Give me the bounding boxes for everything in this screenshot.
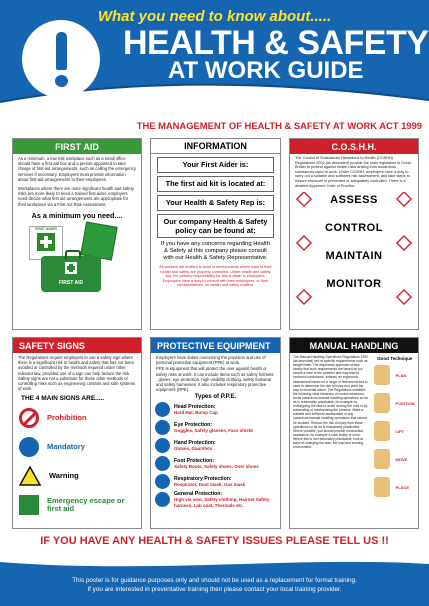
ppe-heading: PROTECTIVE EQUIPMENT	[151, 338, 280, 353]
information-panel	[150, 138, 281, 330]
coshh-text: The Control of Substances Hazardous to Health (COSHH) Regulations 2002 (as amended) provide the main legislation in Great Britain to protect against health risks arising from hazardous substances used at work. Under COSHH, employers have a duty to carry out a suitable and sufficient risk assessment, and take steps to ensure exposure is prevented or adequately controlled. There is a detailed Approved Code of Practice	[295, 156, 411, 188]
step-plan: PLAN	[395, 373, 407, 378]
boot-icon	[155, 456, 170, 471]
goggles-icon	[155, 420, 170, 435]
step-position: POSITION	[395, 401, 415, 406]
ppe-eye: Eye Protection: Goggles, Safety glasses, Face shield	[155, 419, 276, 436]
safety-rep-box: Your Health & Safety Rep is:	[157, 195, 274, 211]
footer	[0, 570, 429, 606]
first-aid-kit-icon: FIRST AID	[41, 256, 101, 292]
issues-banner: IF YOU HAVE ANY HEALTH & SAFETY ISSUES PLEASE TELL US !!	[40, 535, 389, 547]
emergency-icon	[19, 495, 39, 515]
page-subtitle: AT WORK GUIDE	[168, 57, 364, 84]
lift-figure-icon	[374, 421, 390, 441]
warning-icon	[19, 466, 41, 486]
ppe-hand: Hand Protection: Gloves, Gauntlets	[155, 437, 276, 454]
information-footnote: All workers are entitled to work in environments where risks to their health and safety are properly controlled. Under health and safety law, the primary responsibility for this is down to employers. Employers have a duty to consult with their employees, or their representatives, on health and safety matters.	[159, 265, 272, 288]
hard-hat-icon	[155, 402, 170, 417]
lift-figure-icon	[374, 477, 390, 497]
coshh-heading: C.O.S.H.H.	[290, 139, 418, 154]
coshh-step-assess: ASSESS	[330, 194, 378, 207]
first-aid-kit-box: The first aid kit is located at:	[157, 176, 274, 192]
mask-icon	[155, 474, 170, 489]
first-aid-illustration	[13, 220, 141, 300]
footer-wave	[0, 556, 429, 572]
first-aid-book-icon	[80, 221, 117, 260]
sign-emergency: Emergency escape or first aid	[19, 491, 135, 518]
safety-signs-heading: SAFETY SIGNS	[13, 338, 141, 353]
first-aid-para2: Workplaces where there are more significant health and safety risks are more likely to need a trained first-aider. employers need decide what first aid arrangements are appropriate for their workplace via a First Aid Risk Assessment.	[18, 186, 134, 207]
ppe-foot: Foot Protection: Safety Boots, Safety shoes, Over shoes	[155, 455, 276, 472]
footer-line2: If you are interested in preventative training then please contact your local training provider.	[87, 586, 342, 593]
sign-prohibition: Prohibition	[19, 404, 135, 431]
header-topline: What you need to know about.....	[97, 8, 332, 25]
safety-signs-text: The Regulations require employers to use a safety sign where there is a significant risk to health and safety that has not been avoided or controlled by the methods required under other relevant law, provided use of a sign can help reduce the risk. Safety signs are not a substitute for those other methods of controlling risks such as engineering controls and safe systems of work.	[18, 355, 136, 392]
ppe-types-title: Types of P.P.E.	[194, 394, 237, 401]
prohibition-icon	[19, 408, 39, 428]
lift-figure-icon	[374, 365, 390, 385]
concern-text: If you have any concerns regarding Health & Safety at this company please consult with our Health & Safety Representative.	[161, 241, 270, 261]
first-aid-heading: FIRST AID	[13, 139, 141, 154]
page-title: HEALTH & SAFETY	[123, 24, 429, 62]
ppe-panel	[150, 337, 281, 529]
policy-box: Our company Health & Safety policy can be found at:	[157, 214, 274, 238]
step-place: PLACE	[395, 485, 410, 490]
ppe-general: General Protection: High vis vest, Safety clothing, Hairnet Safety harness, Lab coat, Thermals etc.	[155, 491, 276, 508]
coshh-steps	[290, 190, 418, 315]
ppe-respiratory: Respiratory Protection: Respirator, Dust mask, Gas mask	[155, 473, 276, 490]
good-technique-column: Good Technique PLAN POSITION LIFT MOVE PLACE	[372, 353, 418, 511]
lift-figure-icon	[374, 393, 390, 413]
first-aider-box: Your First Aider is:	[157, 157, 274, 173]
mandatory-icon	[19, 437, 39, 457]
ppe-head: Head Protection: Hard Hat, Bump Cap	[155, 401, 276, 418]
coshh-step-maintain: MAINTAIN	[325, 250, 383, 263]
footer-line1: This poster is for guidance purposes only and should not be used as a replacement for formal training.	[72, 577, 357, 584]
coshh-step-control: CONTROL	[325, 222, 383, 235]
cross-icon	[37, 233, 55, 251]
ppe-text1: Employers have duties concerning the provision and use of personal protective equipment (PPE) at work.	[156, 355, 266, 366]
sign-mandatory: Mandatory	[19, 433, 135, 460]
first-aid-panel	[12, 138, 142, 330]
sign-warning: Warning	[19, 462, 135, 489]
safety-signs-panel	[12, 337, 142, 529]
exclamation-icon	[22, 20, 100, 98]
hazard-icons	[294, 192, 414, 312]
information-heading: INFORMATION	[151, 139, 280, 154]
step-lift: LIFT	[395, 429, 404, 434]
first-aider-sign: FIRST AIDER	[29, 226, 63, 260]
main-signs-title: THE 4 MAIN SIGNS ARE.....	[21, 395, 105, 403]
manual-handling-panel	[289, 337, 419, 529]
coshh-panel	[289, 138, 419, 330]
manual-handling-heading: MANUAL HANDLING	[290, 338, 418, 353]
ppe-text2: PPE is equipment that will protect the user against health or safety risks at work. It can include items such as safety helmets , gloves, eye protection, high-visibility clothing, safety footwear and safety harnesses. It also includes respiratory protective equipment (RPE).	[156, 366, 274, 393]
vest-icon	[155, 492, 170, 507]
act-title: THE MANAGEMENT OF HEALTH & SAFETY AT WORK ACT 1999	[136, 120, 422, 131]
coshh-step-monitor: MONITOR	[326, 278, 382, 291]
step-move: MOVE	[395, 457, 408, 462]
first-aid-para1: As a minimum, a low-risk workplace such as a small office should have a first-aid box and a person appointed to take charge of first-aid arrangements, such as calling the emergency services if necessary. Employers must provide information about first-aid arrangements to their employees.	[18, 156, 137, 182]
first-aid-minimum: As a minimum you need....	[31, 210, 123, 220]
gloves-icon	[155, 438, 170, 453]
lift-figure-icon	[374, 449, 390, 469]
manual-handling-text: The Manual Handling Operations Regulations 1992 (as amended) set no specific requirements such as weight limits. The ergonomic approach shows clearly that such requirements are based on too simple a view of the problem and may lead to incorrect conclusions. Instead, an ergonomic assessment based on a range of relevant factors is used to determine the risk of injury and point the way to remedial action. The Regulations establish the following clear hierarchy of control measures: Avoid hazardous manual handling operations so far as is reasonably practicable, for example by redesigning the task to avoid moving the load or by automating or mechanising the process. Make a suitable and sufficient assessment of any hazardous manual handling operations that cannot be avoided. Reduce the risk of injury from those operations so far as is reasonably practicable. Where possible, you should provide mechanical assistance, for example a sack trolley or hoist. Where this is not reasonably practicable, look at ways of changing the task, the load and working environment.	[293, 355, 369, 450]
